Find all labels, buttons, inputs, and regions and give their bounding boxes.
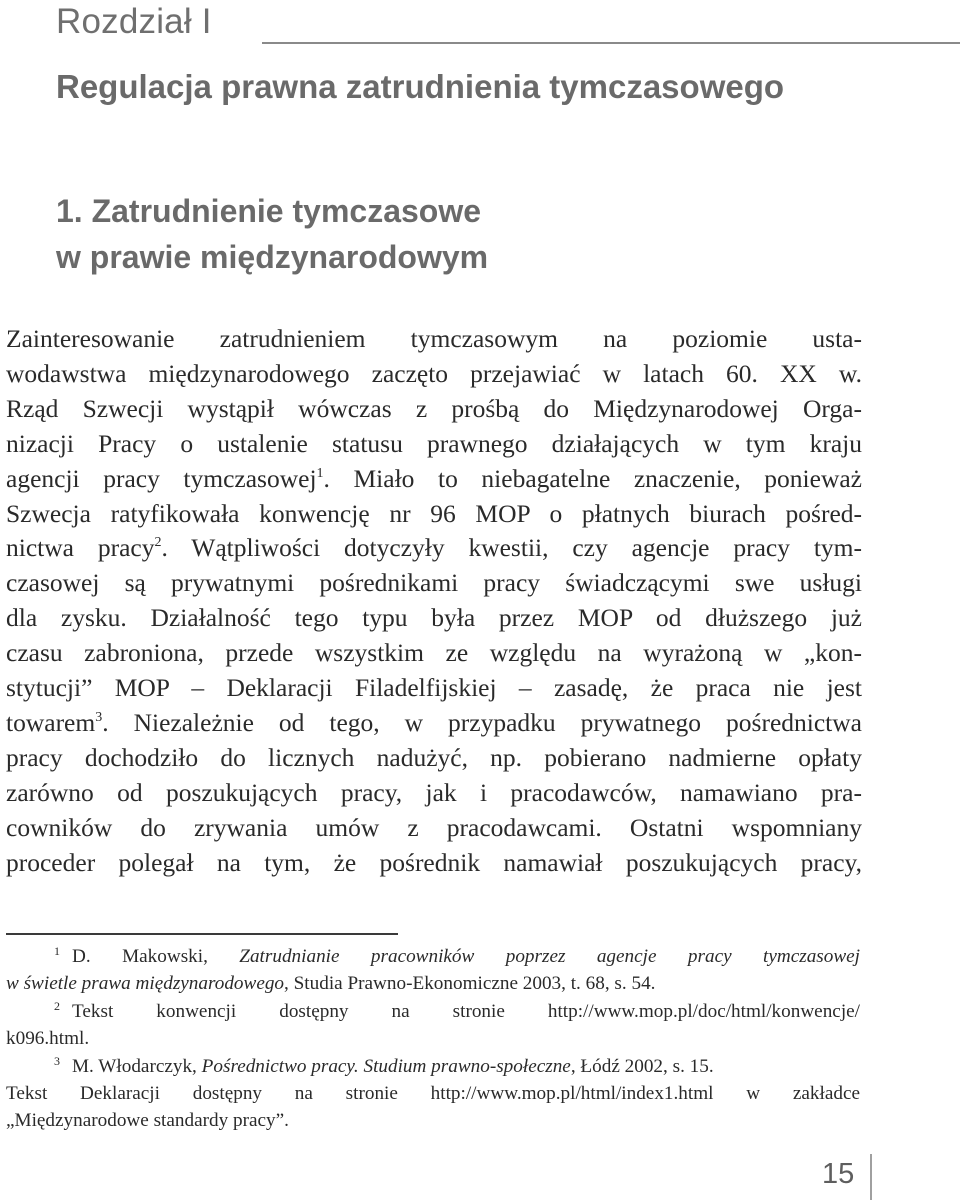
- footnote-text: , Łódź 2002, s. 15.: [570, 1055, 714, 1077]
- body-line: cowników do zrywania umów z pracodawcami. Ostatni wspomniany: [6, 812, 862, 842]
- page-number-rule: [870, 1154, 872, 1200]
- body-text-segment: towarem: [6, 707, 96, 737]
- footnote-ref[interactable]: 2: [154, 535, 162, 551]
- footnote-number: 3: [54, 1053, 60, 1068]
- footnote-text: D. Makowski,: [72, 946, 240, 967]
- section-title-line: 1. Zatrudnienie tymczasowe: [56, 193, 482, 229]
- footnote-link[interactable]: Tekst Deklaracji dostępny na stronie http://www.mop.pl/html/index1.html w zakładce: [6, 1083, 860, 1105]
- body-line: [6, 462, 862, 497]
- footnote-3-cont: [6, 1080, 860, 1107]
- footnote-number: 1: [54, 944, 60, 958]
- body-text-segment: . Miało to niebagatelne znaczenie, ponieważ: [323, 463, 862, 493]
- footnote-2-cont: [6, 1025, 860, 1052]
- section-title: [56, 188, 488, 280]
- footnote-3-cont: [6, 1107, 860, 1134]
- body-line: [6, 531, 862, 566]
- body-text-segment: . Wątpliwości dotyczyły kwestii, czy agencje pracy tym-: [161, 533, 863, 563]
- footnote-link[interactable]: Tekst konwencji dostępny na stronie http://www.mop.pl/doc/html/konwencje/: [72, 1000, 860, 1022]
- chapter-label: Rozdział I: [56, 2, 212, 41]
- body-line: dla zysku. Działalność tego typu była przez MOP od dłuższego już: [6, 603, 862, 633]
- body-text-segment: nictwa pracy: [6, 533, 155, 563]
- footnote-1: [6, 943, 860, 970]
- body-line: proceder polegał na tym, że pośrednik namawiał poszukujących pracy,: [6, 847, 862, 877]
- footnote-ref[interactable]: 1: [316, 465, 324, 481]
- footnote-number: 2: [54, 998, 60, 1013]
- page-number: 15: [822, 1158, 855, 1190]
- chapter-title: Regulacja prawna zatrudnienia tymczasowego: [56, 68, 785, 105]
- body-text-segment: . Niezależnie od tego, w przypadku prywatnego pośrednictwa: [102, 707, 862, 737]
- body-line: stytucji” MOP – Deklaracji Filadelfijskiej – zasadę, że praca nie jest: [6, 673, 862, 703]
- footnote-text: M. Włodarczyk,: [72, 1055, 202, 1077]
- body-line: czasu zabroniona, przede wszystkim ze względu na wyrażoną w „kon-: [6, 638, 862, 668]
- footnote-3: [6, 1053, 860, 1080]
- footnote-1-cont: [6, 970, 860, 997]
- body-line: wodawstwa międzynarodowego zaczęto przejawiać w latach 60. XX w.: [6, 358, 862, 388]
- footnote-title: Zatrudnianie pracowników poprzez agencje pracy tymczasowej: [239, 946, 861, 967]
- body-line: czasowej są prywatnymi pośrednikami pracy świadczącymi swe usługi: [6, 568, 862, 598]
- footnote-link[interactable]: k096.html.: [6, 1028, 90, 1050]
- body-line: pracy dochodziło do licznych nadużyć, np. pobierano nadmierne opłaty: [6, 742, 862, 772]
- footnote-title: Pośrednictwo pracy. Studium prawno-społeczne: [201, 1055, 571, 1077]
- chapter-rule: [262, 42, 960, 44]
- footnote-2: [6, 998, 860, 1025]
- body-line: zarówno od poszukujących pracy, jak i pracodawców, namawiano pra-: [6, 777, 862, 807]
- footnote-text: , Studia Prawno-Ekonomiczne 2003, t. 68, s. 54.: [284, 973, 656, 995]
- body-text: [6, 322, 862, 881]
- section-title-line: w prawie międzynarodowym: [56, 239, 489, 275]
- footnote-rule: [6, 933, 398, 935]
- footnote-title: w świetle prawa międzynarodowego: [6, 973, 285, 995]
- body-line: Szwecja ratyfikowała konwencję nr 96 MOP o płatnych biurach pośred-: [6, 498, 862, 528]
- body-line: [6, 706, 862, 741]
- body-line: Rząd Szwecji wystąpił wówczas z prośbą do Międzynarodowej Orga-: [6, 393, 862, 423]
- body-line: nizacji Pracy o ustalenie statusu prawnego działających w tym kraju: [6, 428, 862, 458]
- footnote-text: „Międzynarodowe standardy pracy”.: [6, 1110, 289, 1132]
- body-line: Zainteresowanie zatrudnieniem tymczasowym na poziomie usta-: [6, 324, 862, 353]
- body-text-segment: agencji pracy tymczasowej: [6, 463, 317, 493]
- footnotes: [6, 943, 860, 1135]
- footnote-ref[interactable]: 3: [95, 709, 103, 725]
